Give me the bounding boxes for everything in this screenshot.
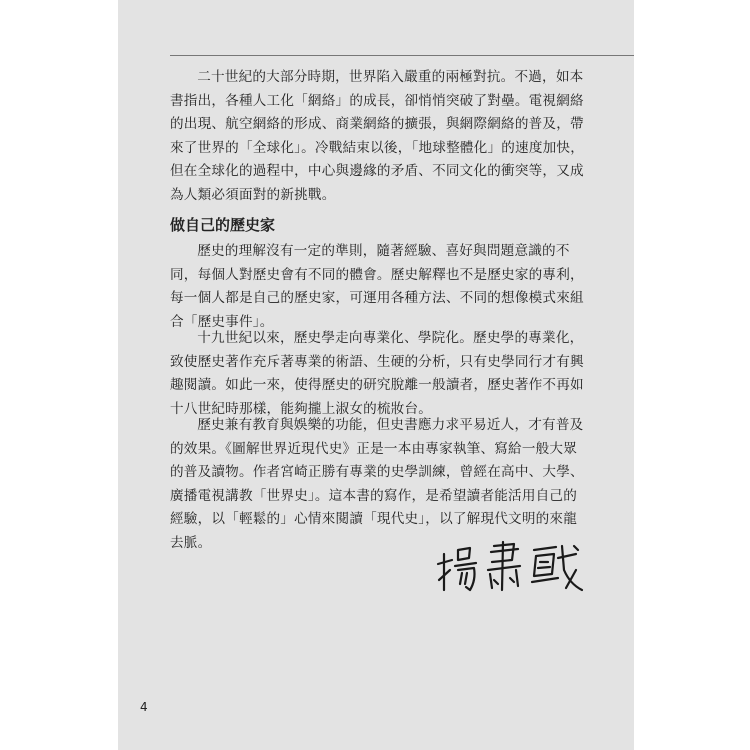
section-paragraph-1: 歷史的理解沒有一定的準則，隨著經驗、喜好與問題意識的不同，每個人對歷史會有不同的體會。歷史解釋也不是歷史家的專利，每一個人都是自己的歷史家，可運用各種方法、不同的想像模式來組合「歷史事件」。 <box>170 243 584 330</box>
header-rule <box>170 55 634 56</box>
section-paragraph-3: 歷史兼有教育與娛樂的功能，但史書應力求平易近人，才有普及的效果。《圖解世界近現代史》正是一本由專家執筆、寫給一般大眾的普及讀物。作者宮崎正勝有專業的史學訓練，曾經在高中、大學、廣播電視講教「世界史」。這本書的寫作，是希望讀者能活用自己的經驗，以「輕鬆的」心情來閱讀「現代史」，以了解現代文明的來龍去脈。 <box>170 417 584 551</box>
book-page <box>118 0 634 750</box>
section-paragraph-2: 十九世紀以來，歷史學走向專業化、學院化。歷史學的專業化，致使歷史著作充斥著專業的術語、生硬的分析，只有史學同行才有興趣閱讀。如此一來，使得歷史的研究脫離一般讀者，歷史著作不再如十八世紀時那樣，能夠攏上淑女的梳妝台。 <box>170 330 584 417</box>
section-heading: 做自己的歷史家 <box>170 216 276 234</box>
page-number: 4 <box>140 700 148 714</box>
author-signature <box>436 540 586 596</box>
intro-paragraph: 二十世紀的大部分時期，世界陷入嚴重的兩極對抗。不過，如本書指出，各種人工化「網絡」的成長，卻悄悄突破了對壘。電視網絡的出現、航空網絡的形成、商業網絡的擴張，與網際網絡的普及，帶來了世界的「全球化」。冷戰結束以後，「地球整體化」的速度加快，但在全球化的過程中，中心與邊緣的矛盾、不同文化的衝突等，又成為人類必須面對的新挑戰。 <box>170 69 585 203</box>
